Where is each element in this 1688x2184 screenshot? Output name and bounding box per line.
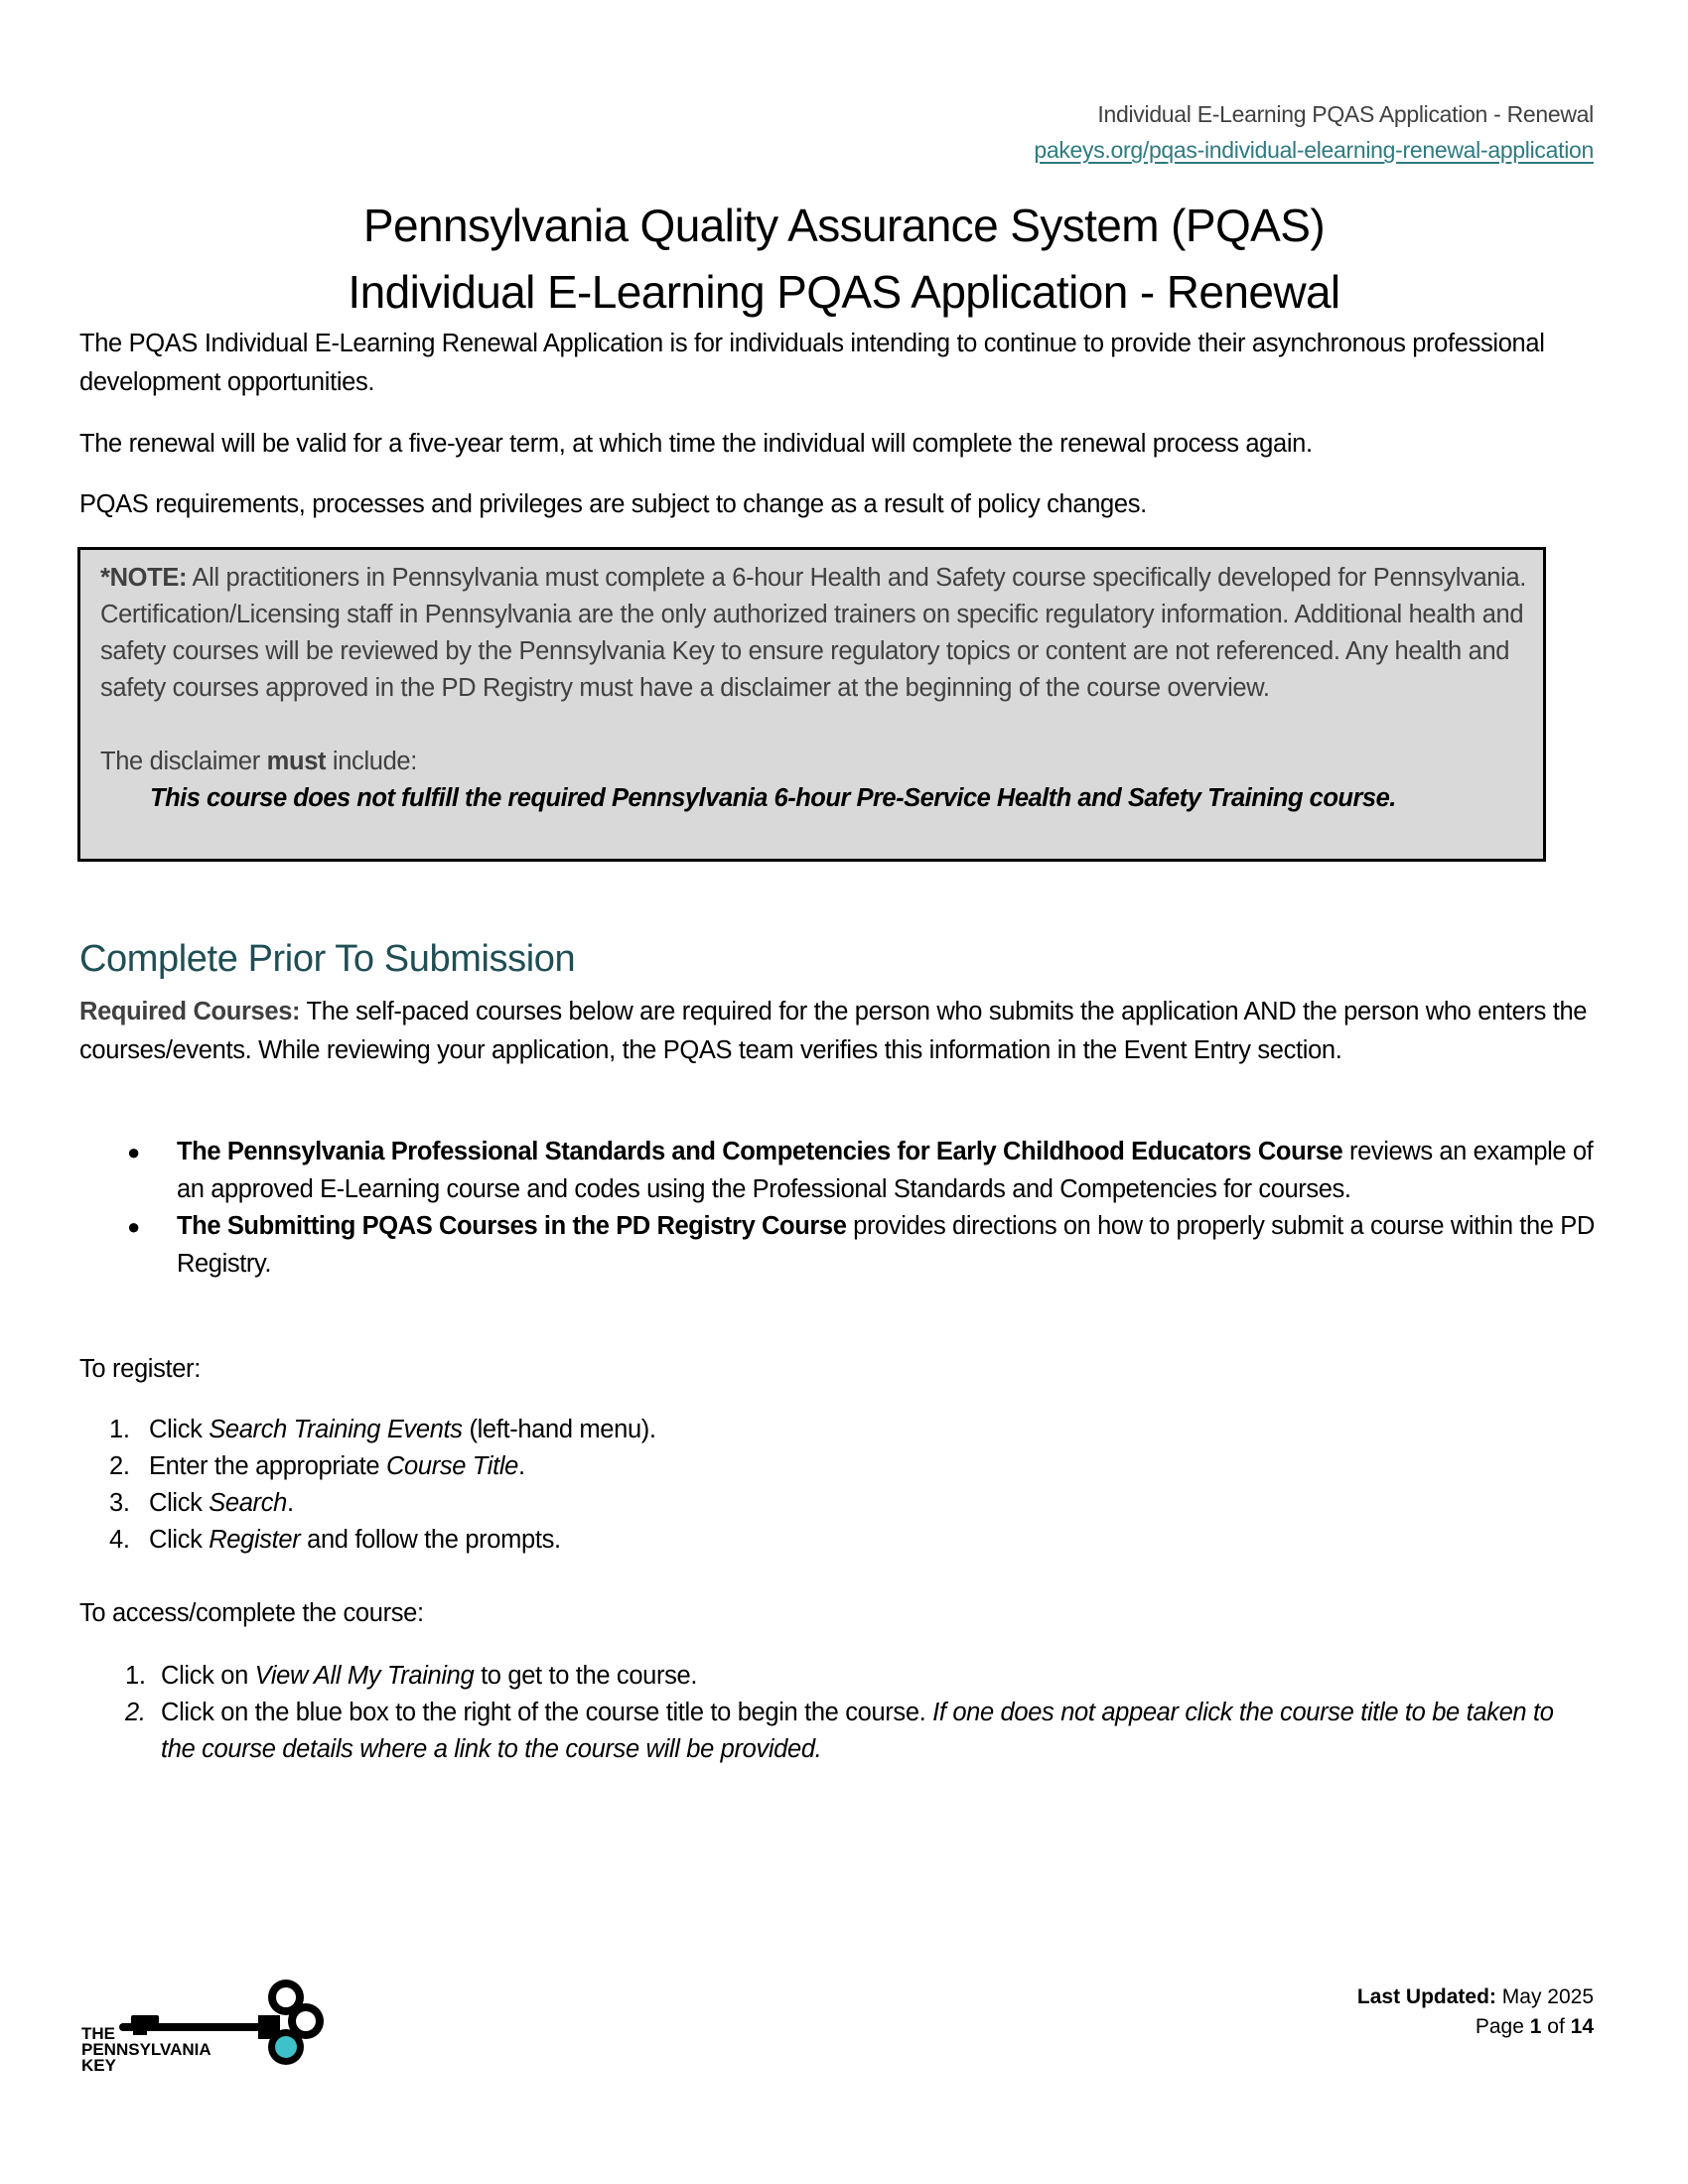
step-number: 1. bbox=[125, 1662, 146, 1690]
access-intro: To access/complete the course: bbox=[79, 1599, 424, 1627]
logo-accent-dot bbox=[275, 2036, 297, 2058]
list-item bbox=[79, 1522, 656, 1559]
list-item bbox=[79, 1695, 1569, 1768]
step-emphasis: View All My Training bbox=[254, 1662, 475, 1690]
required-courses-list bbox=[79, 1134, 1609, 1283]
list-item bbox=[79, 1412, 656, 1448]
note-paragraph bbox=[100, 560, 1530, 707]
last-updated-value: May 2025 bbox=[1495, 1985, 1594, 2008]
step-number: 4. bbox=[109, 1526, 130, 1554]
last-updated-label: Last Updated: bbox=[1356, 1985, 1496, 2008]
access-steps bbox=[79, 1658, 1569, 1768]
note-label: *NOTE: bbox=[100, 564, 188, 592]
page-title-line1: Pennsylvania Quality Assurance System (PQAS) bbox=[362, 200, 1326, 251]
intro-paragraph-2: The renewal will be valid for a five-year term, at which time the individual will complete the renewal process again. bbox=[79, 430, 1313, 458]
step-number: 1. bbox=[109, 1416, 130, 1443]
list-item bbox=[79, 1208, 1609, 1283]
disclaimer-label bbox=[100, 744, 1530, 780]
page-of: of bbox=[1541, 2015, 1571, 2038]
logo-text-the: THE bbox=[81, 2024, 115, 2043]
step-text: (left-hand menu). bbox=[462, 1416, 656, 1443]
list-item bbox=[79, 1485, 656, 1522]
page-prefix: Page bbox=[1475, 2015, 1530, 2038]
step-emphasis: If one does not appear click the course title to be taken to the course details where a link to the course will be provided. bbox=[161, 1699, 1554, 1763]
register-intro: To register: bbox=[79, 1355, 201, 1383]
step-text: Click on the blue box to the right of the course title to begin the course. bbox=[161, 1699, 933, 1726]
pennsylvania-key-logo bbox=[79, 1976, 328, 2085]
step-text: . bbox=[286, 1489, 294, 1517]
header-link[interactable]: pakeys.org/pqas-individual-elearning-renewal-application bbox=[1034, 137, 1594, 163]
page-current: 1 bbox=[1529, 2015, 1542, 2038]
disclaimer-text: This course does not fulfill the required Pennsylvania 6-hour Pre-Service Health and Safety Training course. bbox=[150, 784, 1396, 812]
step-text: Click on bbox=[161, 1662, 255, 1690]
header-doc-title: Individual E-Learning PQAS Application - Renewal bbox=[1097, 101, 1594, 127]
list-item bbox=[79, 1658, 1569, 1695]
course-title: The Submitting PQAS Courses in the PD Registry Course bbox=[177, 1212, 847, 1240]
course-description: reviews an example of an approved E-Learning course and codes using the Professional Standards and Competencies for courses. bbox=[177, 1138, 1594, 1203]
page-title-line2: Individual E-Learning PQAS Application - Renewal bbox=[348, 266, 1340, 318]
last-updated bbox=[1357, 1985, 1594, 2009]
required-courses-text: The self-paced courses below are required for the person who submits the application AND the person who enters the courses/events. While reviewing your application, the PQAS team verifies this information in the Event Entry section. bbox=[79, 998, 1588, 1064]
note-text: All practitioners in Pennsylvania must complete a 6-hour Health and Safety course specifically developed for Pennsylvania. Certification/Licensing staff in Pennsylvania are the only authorized trainers on specific regulatory information. Additional health and safety courses will be reviewed by the Pennsylvania Key to ensure regulatory topics or content are not referenced. Any health and safety courses approved in the PD Registry must have a disclaimer at the beginning of the course overview. bbox=[100, 564, 1527, 702]
step-number: 3. bbox=[109, 1489, 130, 1517]
required-courses-paragraph bbox=[79, 993, 1609, 1070]
section-heading: Complete Prior To Submission bbox=[79, 938, 576, 980]
intro-paragraph-3: PQAS requirements, processes and privileges are subject to change as a result of policy changes. bbox=[79, 490, 1147, 518]
list-item bbox=[79, 1448, 656, 1485]
required-courses-label: Required Courses: bbox=[79, 998, 301, 1025]
register-steps bbox=[79, 1412, 656, 1559]
step-text: Click bbox=[149, 1526, 210, 1554]
step-text: and follow the prompts. bbox=[300, 1526, 561, 1554]
step-emphasis: Course Title bbox=[385, 1452, 519, 1480]
step-number: 2. bbox=[109, 1452, 130, 1480]
disclaimer-prefix: The disclaimer bbox=[100, 748, 267, 775]
bullet-icon: ● bbox=[127, 1140, 140, 1164]
logo-text-pennsylvania: PENNSYLVANIA bbox=[81, 2040, 211, 2059]
step-text: Click bbox=[149, 1416, 210, 1443]
step-text: Click bbox=[149, 1489, 210, 1517]
step-emphasis: Search Training Events bbox=[209, 1416, 463, 1443]
step-text: . bbox=[518, 1452, 525, 1480]
intro-paragraph-1: The PQAS Individual E-Learning Renewal Application is for individuals intending to continue to provide their asynchronous professional development opportunities. bbox=[79, 330, 1545, 396]
course-description: provides directions on how to properly submit a course within the PD Registry. bbox=[177, 1212, 1595, 1278]
course-title: The Pennsylvania Professional Standards and Competencies for Early Childhood Educators Course bbox=[177, 1138, 1343, 1165]
logo-text-key: KEY bbox=[81, 2056, 116, 2075]
step-text: Enter the appropriate bbox=[149, 1452, 386, 1480]
step-emphasis: Search bbox=[209, 1489, 287, 1517]
step-text: to get to the course. bbox=[474, 1662, 698, 1690]
page-number bbox=[1476, 2015, 1594, 2039]
disclaimer-suffix: include: bbox=[326, 748, 417, 775]
step-number: 2. bbox=[125, 1699, 146, 1726]
step-emphasis: Register bbox=[209, 1526, 301, 1554]
page-total: 14 bbox=[1570, 2015, 1594, 2038]
disclaimer-must: must bbox=[266, 748, 327, 775]
list-item bbox=[79, 1134, 1609, 1208]
bullet-icon: ● bbox=[127, 1214, 140, 1239]
note-box bbox=[77, 547, 1546, 862]
